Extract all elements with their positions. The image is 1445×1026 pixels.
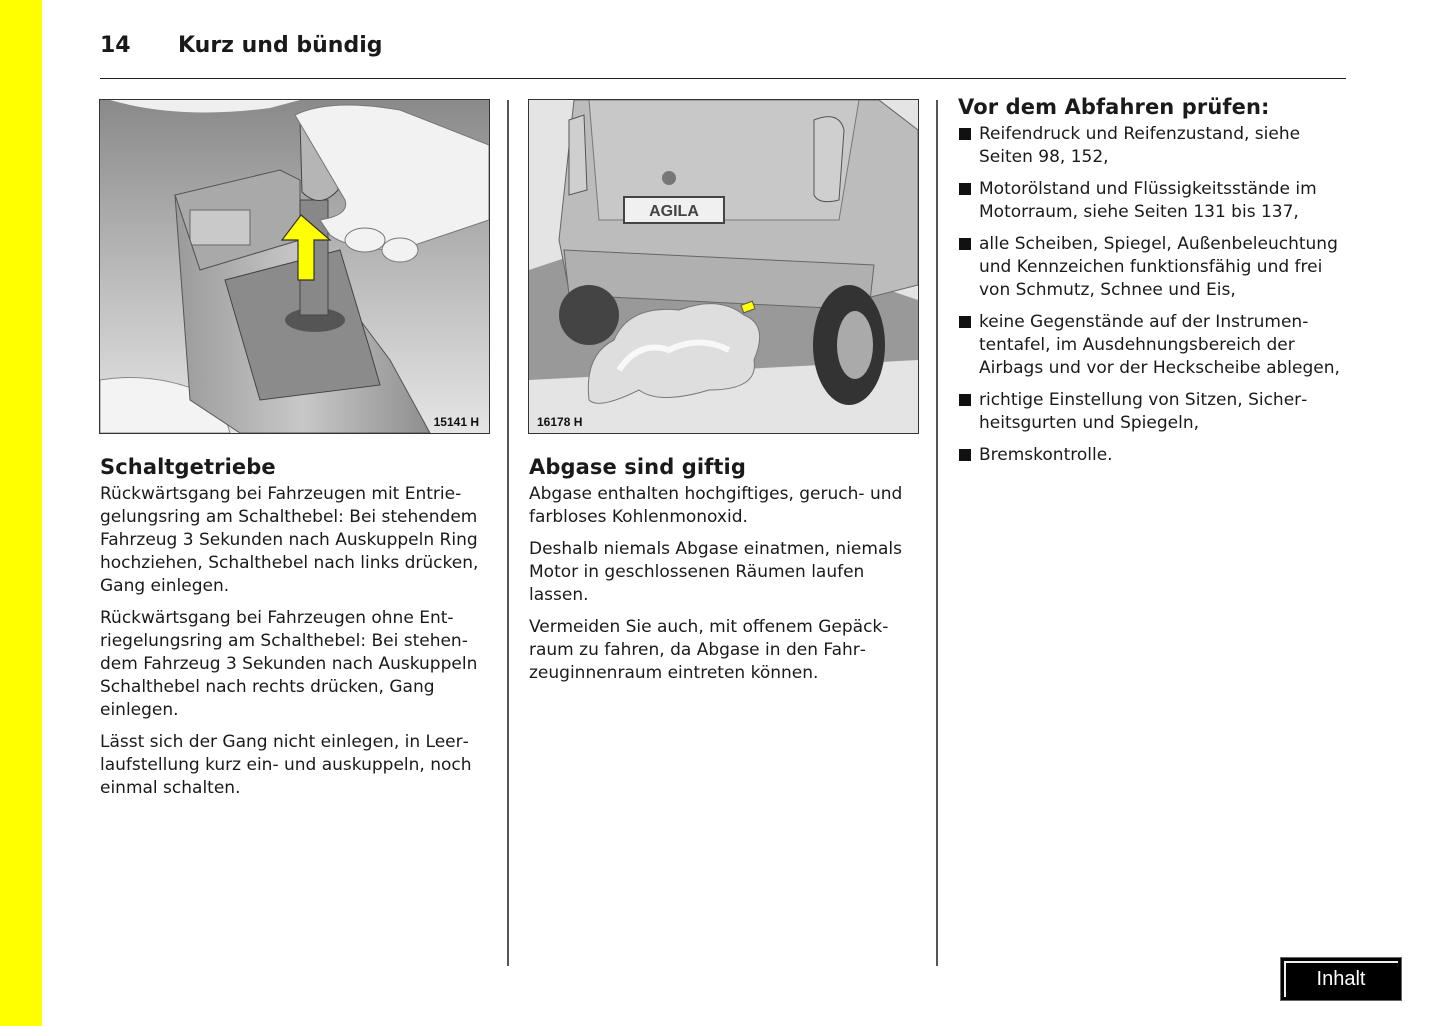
exhaust-drawing bbox=[529, 100, 918, 433]
square-bullet-icon bbox=[959, 394, 971, 406]
checklist-item bbox=[958, 123, 1348, 169]
paragraph: Lässt sich der Gang nicht einlegen, in Leerlaufstellung kurz ein- und auskuppeln, noch einmal schalten. bbox=[100, 732, 472, 798]
section-heading: Schaltgetriebe bbox=[100, 455, 276, 479]
contents-button[interactable] bbox=[1280, 957, 1402, 1001]
header-rule bbox=[100, 78, 1346, 79]
square-bullet-icon bbox=[959, 238, 971, 250]
section-heading: Vor dem Abfahren prüfen: bbox=[958, 95, 1270, 119]
column-divider bbox=[936, 100, 938, 966]
checklist-item bbox=[958, 233, 1348, 302]
contents-button-label: Inhalt bbox=[1316, 968, 1366, 990]
figure-code: 16178 H bbox=[537, 415, 583, 429]
page-number: 14 bbox=[100, 33, 131, 58]
checklist-item-text: keine Gegenstände auf der Instrumententafel, im Ausdehnungsbereich der Airbags und vor der Heckscheibe ablegen, bbox=[979, 312, 1340, 378]
exhaust-illustration bbox=[528, 99, 919, 434]
checklist-item-text: alle Scheiben, Spiegel, Außenbeleuchtung und Kennzeichen funktionsfähig und frei von Schmutz, Schnee und Eis, bbox=[979, 234, 1338, 300]
paragraph: Deshalb niemals Abgase einatmen, niemals Motor in geschlossenen Räumen laufen lassen. bbox=[529, 539, 902, 605]
checklist-item bbox=[958, 311, 1348, 380]
paragraph: Rückwärtsgang bei Fahrzeugen ohne Entriegelungsring am Schalthebel: Bei stehendem Fahrzeug 3 Sekunden nach Auskuppeln Schalthebel nach rechts drücken, Gang einlegen. bbox=[100, 608, 478, 720]
square-bullet-icon bbox=[959, 449, 971, 461]
column-divider bbox=[507, 100, 509, 966]
paragraph: Abgase enthalten hochgiftiges, geruch- und farbloses Kohlenmonoxid. bbox=[529, 484, 903, 527]
yellow-side-bar bbox=[0, 0, 42, 1026]
square-bullet-icon bbox=[959, 128, 971, 140]
gear-shift-illustration bbox=[99, 99, 490, 434]
checklist-item-text: Bremskontrolle. bbox=[979, 445, 1113, 465]
square-bullet-icon bbox=[959, 316, 971, 328]
checklist-item-text: richtige Einstellung von Sitzen, Sicherheitsgurten und Spiegeln, bbox=[979, 390, 1308, 433]
gear-shift-drawing bbox=[100, 100, 489, 433]
page-title: Kurz und bündig bbox=[178, 33, 383, 58]
section-abgase bbox=[529, 455, 924, 694]
checklist-item-text: Reifendruck und Reifenzustand, siehe Seiten 98, 152, bbox=[979, 124, 1301, 167]
section-heading: Abgase sind giftig bbox=[529, 455, 746, 479]
checklist-item bbox=[958, 444, 1348, 467]
checklist-item-text: Motorölstand und Flüssigkeitsstände im Motorraum, siehe Seiten 131 bis 137, bbox=[979, 179, 1317, 222]
checklist-item bbox=[958, 389, 1348, 435]
section-checklist bbox=[958, 95, 1348, 476]
section-schaltgetriebe bbox=[100, 455, 495, 809]
square-bullet-icon bbox=[959, 183, 971, 195]
checklist-item bbox=[958, 178, 1348, 224]
pre-drive-checklist bbox=[958, 123, 1348, 467]
figure-code: 15141 H bbox=[433, 415, 479, 429]
paragraph: Vermeiden Sie auch, mit offenem Gepäckraum zu fahren, da Abgase in den Fahrzeuginnenraum eintreten können. bbox=[529, 617, 889, 683]
license-plate-text: AGILA bbox=[649, 203, 699, 220]
paragraph: Rückwärtsgang bei Fahrzeugen mit Entriegelungsring am Schalthebel: Bei stehendem Fahrzeug 3 Sekunden nach Auskuppeln Ring hochziehen, Schalthebel nach links drücken, Gang einlegen. bbox=[100, 484, 479, 596]
